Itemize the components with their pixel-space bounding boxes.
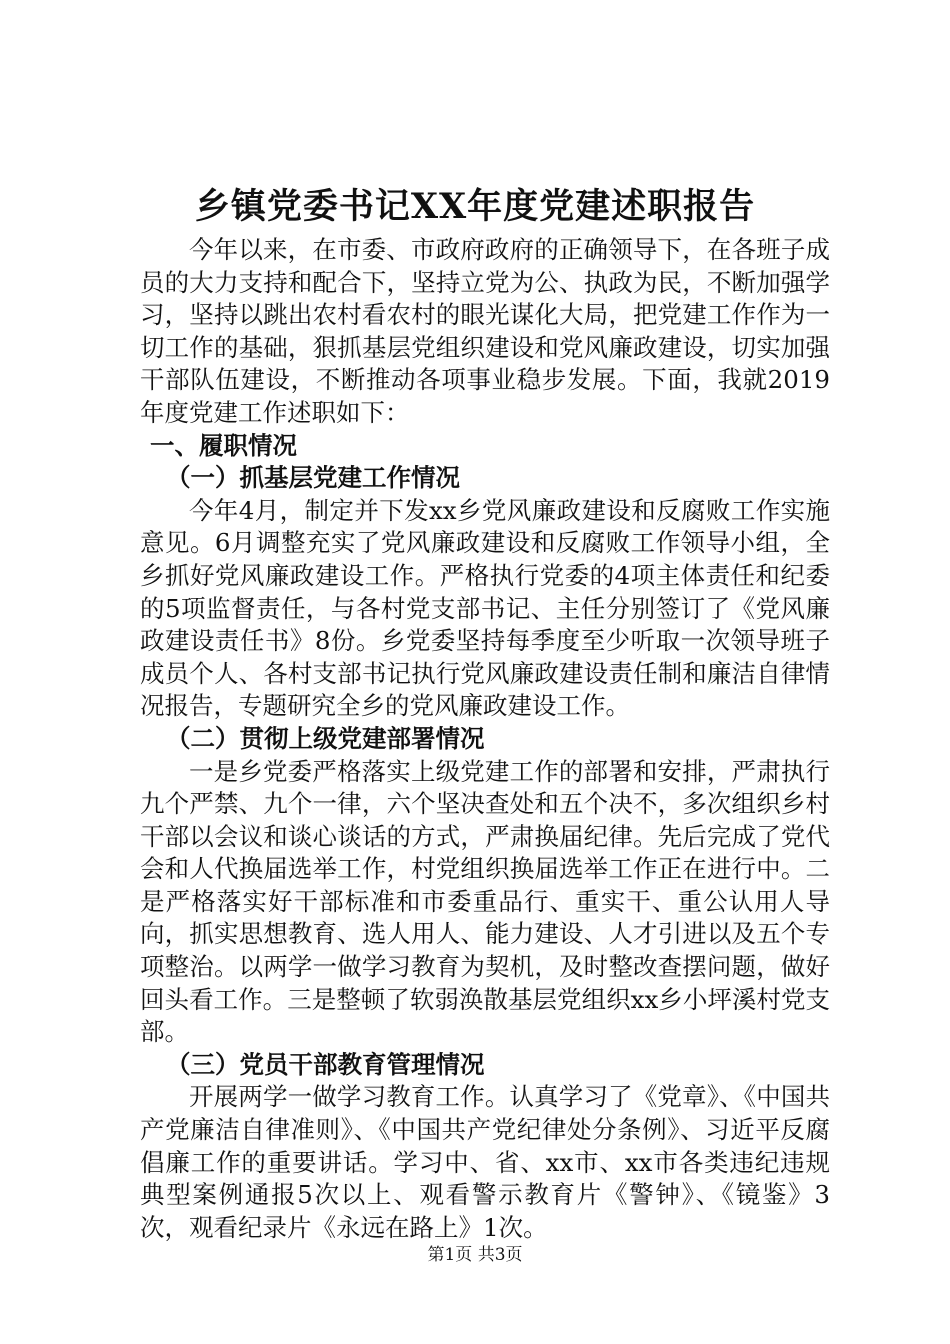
subsection-heading-deployment: （二）贯彻上级党建部署情况 bbox=[166, 723, 485, 753]
intro-paragraph: 今年以来，在市委、市政府政府的正确领导下，在各班子成员的大力支持和配合下，坚持立党为公、执政为民，不断加强学习，坚持以跳出农村看农村的眼光谋化大局，把党建工作作为一切工作的基础，狠抓基层党组织建设和党风廉政建设，切实加强干部队伍建设，不断推动各项事业稳步发展。下面，我就2019年度党建工作述职如下： bbox=[140, 235, 830, 427]
document-title: 乡镇党委书记XX年度党建述职报告 bbox=[194, 186, 756, 227]
page-number-footer: 第1页 共3页 bbox=[427, 1245, 523, 1265]
subsection-heading-education: （三）党员干部教育管理情况 bbox=[166, 1049, 485, 1079]
grassroots-paragraph: 今年4月，制定并下发xx乡党风廉政建设和反腐败工作实施意见。6月调整充实了党风廉政建设和反腐败工作领导小组，全乡抓好党风廉政建设工作。严格执行党委的4项主体责任和纪委的5项监督责任，与各村党支部书记、主任分别签订了《党风廉政建设责任书》8份。乡党委坚持每季度至少听取一次领导班子成员个人、各村支部书记执行党风廉政建设责任制和廉洁自律情况报告，专题研究全乡的党风廉政建设工作。 bbox=[140, 495, 830, 721]
deployment-paragraph: 一是乡党委严格落实上级党建工作的部署和安排，严肃执行九个严禁、九个一律，六个坚决查处和五个决不，多次组织乡村干部以会议和谈心谈话的方式，严肃换届纪律。先后完成了党代会和人代换届选举工作，村党组织换届选举工作正在进行中。二是严格落实好干部标准和市委重品行、重实干、重公认用人导向，抓实思想教育、选人用人、能力建设、人才引进以及五个专项整治。以两学一做学习教育为契机，及时整改查摆问题，做好回头看工作。三是整顿了软弱涣散基层党组织xx乡小坪溪村党支部。 bbox=[140, 756, 830, 1047]
subsection-heading-grassroots: （一）抓基层党建工作情况 bbox=[166, 463, 460, 493]
education-paragraph: 开展两学一做学习教育工作。认真学习了《党章》、《中国共产党廉洁自律准则》、《中国共产党纪律处分条例》、习近平反腐倡廉工作的重要讲话。学习中、省、xx市、xx市各类违纪违规典型案例通报5次以上、观看警示教育片《警钟》、《镜鉴》3次，观看纪录片《永远在路上》1次。 bbox=[140, 1082, 830, 1242]
document-body bbox=[140, 234, 830, 1244]
section-heading-duty: 一、履职情况 bbox=[150, 430, 297, 460]
